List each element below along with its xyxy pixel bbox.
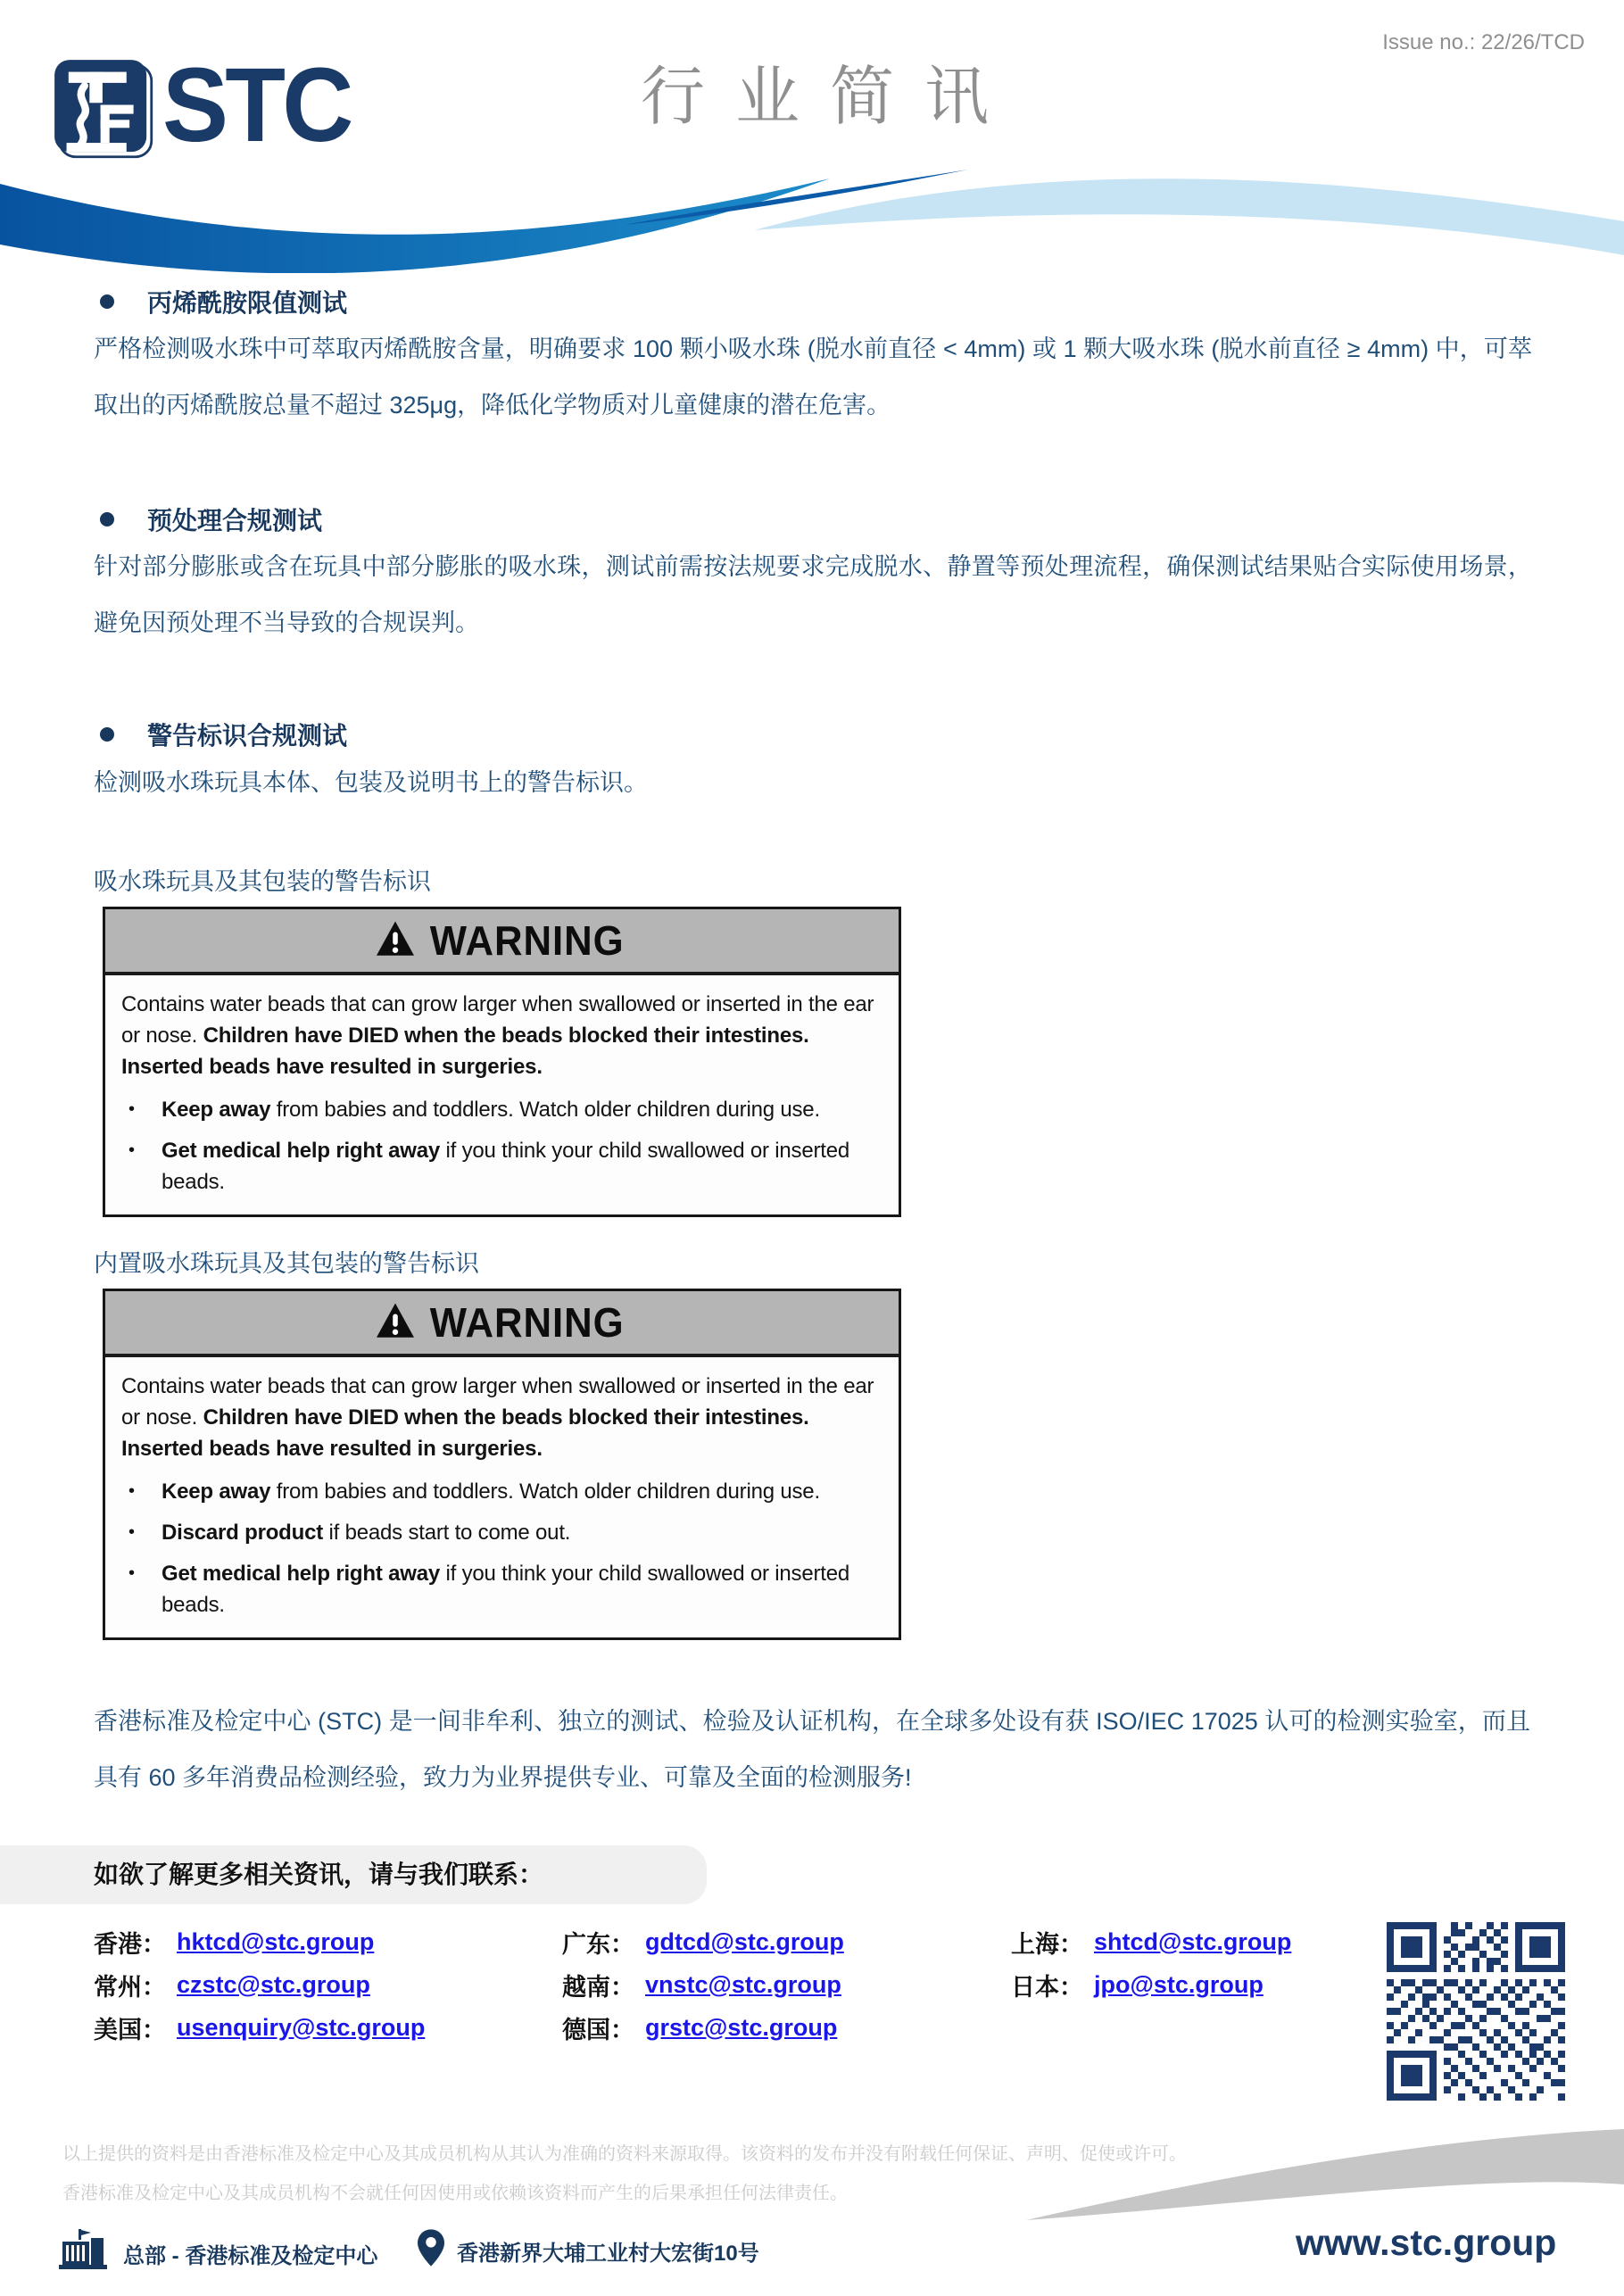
contact-email-link[interactable]: hktcd@stc.group <box>177 1927 375 1955</box>
newsletter-title: 行业简讯 <box>641 62 1020 133</box>
disclaimer-line: 以上提供的资料是由香港标准及检定中心及其成员机构从其认为准确的资料来源取得。该资料的发布并没有附载任何保证、声明、促使或许可。 <box>62 2144 1187 2164</box>
header-wave-divider <box>0 168 1624 273</box>
contact-row <box>562 1963 844 2006</box>
warning-caption-2: 内置吸水珠玩具及其包装的警告标识 <box>94 1250 479 1277</box>
warning-caption-1: 吸水珠玩具及其包装的警告标识 <box>94 868 431 895</box>
section-body: 严格检测吸水珠中可萃取丙烯酰胺含量，明确要求 100 颗小吸水珠 (脱水前直径 < 4mm) 或 1 颗大吸水珠 (脱水前直径 ≥ 4mm) 中，可萃取出的丙烯酰胺总量不超过 325μg，降低化学物质对儿童健康的潜在危害。 <box>94 336 1532 419</box>
section-heading: 丙烯酰胺限值测试 <box>147 289 348 317</box>
warning-title: WARNING <box>429 1299 625 1346</box>
contact-email-link[interactable]: jpo@stc.group <box>1094 1970 1264 1998</box>
warning-intro: Contains water beads that can grow larger when swallowed or inserted in the ear or nose. Children have DIED when the beads blocked their intestines. Inserted beads have resulted in surgeries. <box>121 992 874 1079</box>
warning-box-2 <box>103 1289 901 1640</box>
warning-header <box>105 1291 899 1357</box>
contact-email-link[interactable]: gdtcd@stc.group <box>645 1927 844 1955</box>
warning-bullet: • Get medical help right away if you think your child swallowed or inserted beads. <box>121 1136 877 1198</box>
contact-email-link[interactable]: grstc@stc.group <box>645 2013 838 2041</box>
contact-email-link[interactable]: shtcd@stc.group <box>1094 1927 1292 1955</box>
bullet-dot-icon <box>100 294 114 309</box>
contact-row <box>94 1963 425 2006</box>
bullet-dot-icon: • <box>128 1481 135 1502</box>
stc-logo <box>54 46 362 164</box>
contact-label: 广东： <box>562 1930 634 1958</box>
warning-header <box>105 909 899 975</box>
warning-triangle-icon <box>375 1302 416 1344</box>
contact-label: 上海： <box>1011 1930 1083 1958</box>
contact-heading: 如欲了解更多相关资讯，请与我们联系： <box>94 1861 544 1888</box>
stc-logo-text: STC <box>162 46 351 164</box>
contact-row <box>1011 1963 1291 2006</box>
about-paragraph: 香港标准及检定中心 (STC) 是一间非牟利、独立的测试、检验及认证机构，在全球多处设有获 ISO/IEC 17025 认可的检测实验室，而且具有 60 多年消费品检测经验，致力为业界提供专业、可靠及全面的检测服务! <box>94 1708 1530 1791</box>
warning-bullet: • Get medical help right away if you think your child swallowed or inserted beads. <box>121 1559 877 1621</box>
issue-number: Issue no.: 22/26/TCD <box>1382 30 1585 54</box>
bullet-dot-icon: • <box>128 1099 135 1120</box>
bullet-dot-icon: • <box>128 1140 135 1161</box>
section-warning-label <box>100 717 347 752</box>
contact-column-3 <box>1011 1920 1291 2006</box>
section-heading: 警告标识合规测试 <box>147 722 348 750</box>
contact-row <box>1011 1920 1291 1963</box>
contact-email-link[interactable]: vnstc@stc.group <box>645 1970 841 1998</box>
bullet-dot-icon: • <box>128 1522 135 1543</box>
section-body: 检测吸水珠玩具本体、包装及说明书上的警告标识。 <box>94 769 648 796</box>
building-icon <box>55 2229 111 2278</box>
contact-label: 常州： <box>94 1973 166 2001</box>
warning-bullet: • Keep away from babies and toddlers. Watch older children during use. <box>121 1095 877 1126</box>
contact-label: 日本： <box>1011 1973 1083 2001</box>
location-pin-icon <box>418 2229 444 2273</box>
qr-code <box>1387 1922 1565 2101</box>
bullet-dot-icon <box>100 727 114 742</box>
warning-triangle-icon <box>375 920 416 962</box>
warning-box-1 <box>103 907 901 1217</box>
contact-email-link[interactable]: usenquiry@stc.group <box>177 2013 426 2041</box>
contact-label: 美国： <box>94 2016 166 2043</box>
disclaimer <box>62 2134 1187 2213</box>
footer-hq <box>55 2229 377 2278</box>
warning-title: WARNING <box>429 917 625 964</box>
contact-row <box>94 1920 425 1963</box>
warning-intro: Contains water beads that can grow larger when swallowed or inserted in the ear or nose. Children have DIED when the beads blocked their intestines. Inserted beads have resulted in surgeries. <box>121 1374 874 1461</box>
disclaimer-line: 香港标准及检定中心及其成员机构不会就任何因使用或依赖该资料而产生的后果承担任何法律责任。 <box>62 2184 848 2203</box>
contact-label: 香港： <box>94 1930 166 1958</box>
stc-logo-emblem-icon <box>54 59 153 163</box>
contact-column-1 <box>94 1920 425 2049</box>
section-pretreatment <box>100 501 322 537</box>
contact-email-link[interactable]: czstc@stc.group <box>177 1970 370 1998</box>
bullet-dot-icon <box>100 512 114 526</box>
footer-address-label: 香港新界大埔工业村大宏街10号 <box>457 2242 759 2266</box>
section-body: 针对部分膨胀或含在玩具中部分膨胀的吸水珠，测试前需按法规要求完成脱水、静置等预处理流程，确保测试结果贴合实际使用场景，避免因预处理不当导致的合规误判。 <box>94 553 1532 636</box>
contact-row <box>562 1920 844 1963</box>
contact-label: 越南： <box>562 1973 634 2001</box>
footer-hq-label: 总部 - 香港标准及检定中心 <box>123 2244 378 2268</box>
warning-bullet: • Keep away from babies and toddlers. Watch older children during use. <box>121 1477 877 1508</box>
contact-heading-bar <box>0 1845 707 1904</box>
footer-address <box>418 2229 759 2273</box>
contact-row <box>562 2006 844 2049</box>
warning-bullet: • Discard product if beads start to come out. <box>121 1518 877 1549</box>
website-link[interactable]: www.stc.group <box>1296 2222 1557 2263</box>
contact-row <box>94 2006 425 2049</box>
contact-column-2 <box>562 1920 844 2049</box>
bullet-dot-icon: • <box>128 1562 135 1583</box>
section-acrylamide <box>100 284 347 319</box>
contact-label: 德国： <box>562 2016 634 2043</box>
section-heading: 预处理合规测试 <box>147 507 323 535</box>
